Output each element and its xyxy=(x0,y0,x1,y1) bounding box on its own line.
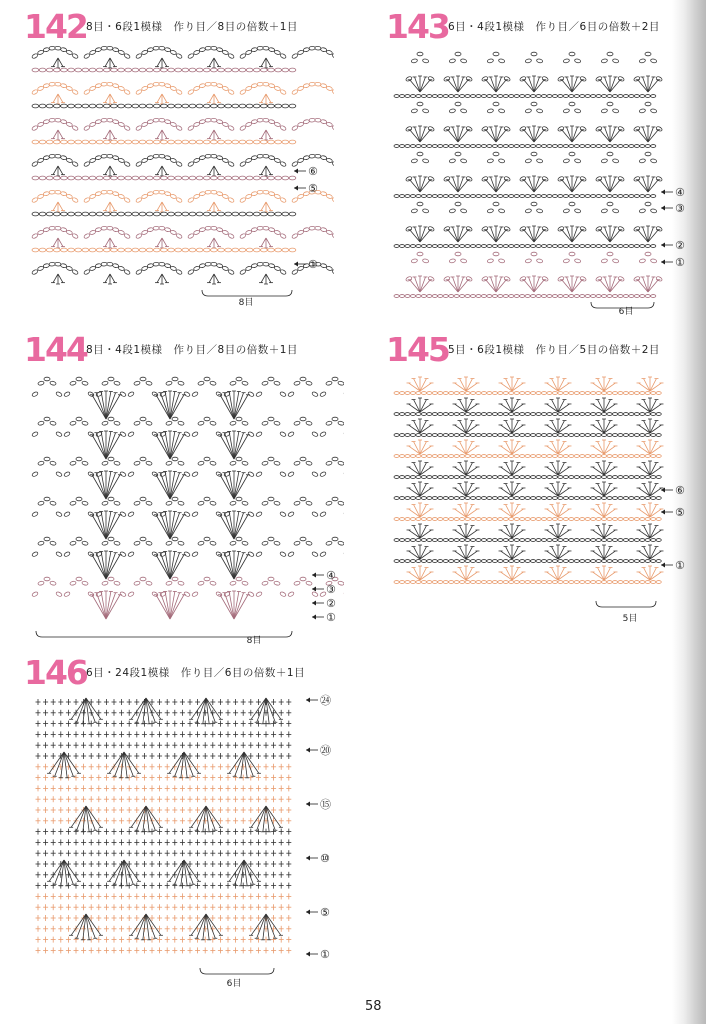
crochet-chart-145 xyxy=(386,365,696,627)
row-marker: ④ xyxy=(675,186,685,199)
row-marker: ⑤ xyxy=(320,906,330,919)
crochet-chart-143 xyxy=(386,40,696,320)
row-marker: ⑤ xyxy=(675,506,685,519)
row-marker: ① xyxy=(320,948,330,961)
crochet-chart-144 xyxy=(24,369,344,649)
repeat-label: 5目 xyxy=(622,614,638,624)
pattern-info: 6目・4段1模様 作り目／6目の倍数＋2目 xyxy=(448,21,660,33)
pattern-info: 8目・6段1模様 作り目／8目の倍数＋1目 xyxy=(86,21,298,33)
row-marker: ⑩ xyxy=(320,852,330,865)
row-marker: ① xyxy=(675,256,685,269)
repeat-label: 6目 xyxy=(618,307,634,317)
row-marker: ① xyxy=(675,559,685,572)
crochet-chart-142 xyxy=(24,40,334,310)
row-marker: ⑥ xyxy=(308,165,318,178)
pattern-info: 8目・4段1模様 作り目／8目の倍数＋1目 xyxy=(86,344,298,356)
row-marker: ② xyxy=(326,597,336,610)
pattern-number: 143 xyxy=(386,7,449,46)
crochet-chart-146 xyxy=(24,692,344,992)
pattern-number: 144 xyxy=(24,330,87,369)
row-marker: ④ xyxy=(326,569,336,582)
row-marker: ⑥ xyxy=(675,484,685,497)
row-marker: ⑮ xyxy=(320,798,331,811)
row-marker: ㉔ xyxy=(320,694,331,707)
pattern-number: 142 xyxy=(24,7,87,46)
pattern-info: 5目・6段1模様 作り目／5目の倍数＋2目 xyxy=(448,344,660,356)
row-marker: ⑳ xyxy=(320,744,331,757)
repeat-label: 8目 xyxy=(238,298,254,308)
row-marker: ⑤ xyxy=(308,182,318,195)
row-marker: ③ xyxy=(675,202,685,215)
pattern-info: 6目・24段1模様 作り目／6目の倍数＋1目 xyxy=(86,667,306,679)
row-marker: ① xyxy=(308,258,318,271)
pattern-number: 146 xyxy=(24,653,87,692)
pattern-number: 145 xyxy=(386,330,449,369)
repeat-label: 6目 xyxy=(226,979,242,989)
row-marker: ② xyxy=(675,239,685,252)
row-marker: ① xyxy=(326,611,336,624)
page-number: 58 xyxy=(365,999,382,1014)
row-marker: ③ xyxy=(326,583,336,596)
repeat-label: 8目 xyxy=(246,636,262,646)
